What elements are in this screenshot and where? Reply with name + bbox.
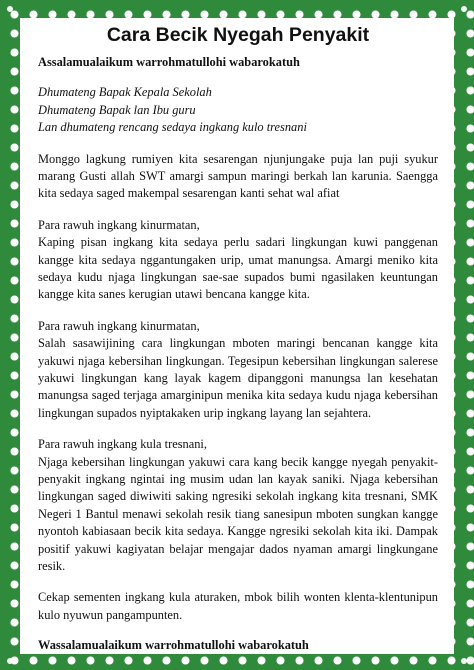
addressee-line: Dhumateng Bapak Kepala Sekolah [38, 85, 212, 99]
opening-greeting: Assalamualaikum warrohmatullohi wabarokatuh [38, 55, 300, 69]
addressee-line: Dhumateng Bapak lan Ibu guru [38, 102, 196, 117]
paragraph-prevention: Para rawuh ingkang kula tresnani, Njaga kebersihan lingkungan yakuwi cara kang becik kangge nyegah penyakit-penyakit ingkang ngintai ing musim udan lan kayak saniki. Njaga kebersihan lingkungan saged diwiwiti saking ngresiki sekolah ingkang kita tresnani, SMK Negeri 1 Bantul menawi sekolah resik tiang sanesipun mboten sungkan kangge nyontoh kabiasaan becik kita sedaya. Kangge ngresiki sekolah kita iki. Dampak positif yakuwi kagiyatan belajar mengajar dados nyaman amargi lingkungane resik. [38, 437, 438, 574]
addressee-line: Lan dhumateng rencang sedaya ingkang kulo tresnani [38, 120, 307, 134]
paragraph-apology: Cekap sementen ingkang kula aturaken, mbok bilih wonten klenta-klentunipun kulo nyuwun pangampunten. [38, 590, 438, 622]
document-page [20, 18, 454, 654]
paragraph-cleanliness: Para rawuh ingkang kinurmatan, Salah sasawijining cara lingkungan mboten maringi bencanan kangge kita yakuwi njaga kebersihan lingkungan. Tegesipun kebersihan lingkungan salerese yakuwi lingkungan kang layak kagem dipanggoni manungsa lan kesehatan manungsa saged terjaga amarginipun menika kita sedaya kudu njaga kebersihan lingkungan supados nyiptakaken urip ingkang layang lan sejahtera. [38, 318, 438, 420]
closing-greeting: Wassalamualaikum warrohmatullohi wabarokatuh [38, 638, 309, 653]
paragraph-environment: Para rawuh ingkang kinurmatan, Kaping pisan ingkang kita sedaya perlu sadari lingkungan kuwi panggenan kangge kita sedaya nggantungaken urip, umat manungsa. Amargi meniko kita sedaya kudu njaga lingkungan sae-sae supados bumi ngasilaken keuntungan kangge kita sanes kerugian utawi bencana kangge kita. [38, 217, 438, 302]
addressee-block [38, 84, 438, 137]
paragraph-opening: Monggo lagkung rumiyen kita sesarengan njunjungake puja lan puji syukur marang Gusti allah SWT amargi sampun maringi berkah lan karunia. Saengga kita sedaya saged makempal sesarengan kanti sehat wal afiat [38, 151, 438, 201]
document-title: Cara Becik Nyegah Penyakit [106, 24, 370, 46]
